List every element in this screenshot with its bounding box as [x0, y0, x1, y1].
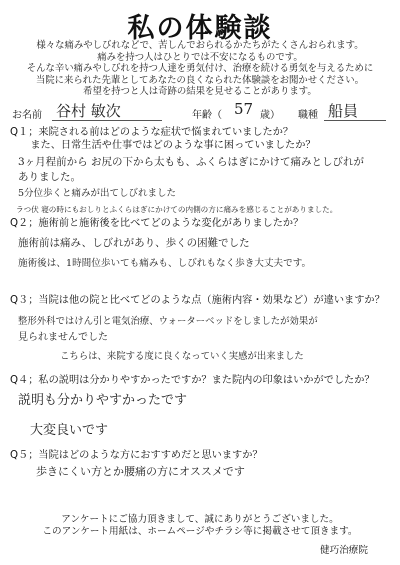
- clinic-name: 健巧治療院: [320, 545, 368, 556]
- intro-line: そんな辛い痛みやしびれを持つ人達を勇気付け、治療を続ける勇気を与えるために: [26, 63, 374, 75]
- personal-info-row: [12, 100, 392, 122]
- job-value: 船員: [328, 102, 359, 120]
- page-title: 私の体験談: [127, 13, 273, 44]
- age-label: 年齢（: [192, 110, 222, 121]
- question-4: [10, 375, 392, 388]
- question-text: Q４；私の説明は分かりやすかったですか？また院内の印象はいかがでしたか？: [10, 375, 375, 386]
- answer-3-line: 整形外科ではけん引と電気治療、ウォーターベッドをしましたが効果が: [18, 316, 318, 327]
- question-text: Q３；当院は他の院と比べてどのような点（施術内容・効果など）が違いますか？: [10, 295, 385, 306]
- job-label: 職種: [298, 110, 318, 121]
- footer-line: このアンケート用紙は、ホームページやチラシ等に掲載させて頂きます。: [42, 526, 358, 537]
- answer-2-line: 施術前は痛み、しびれがあり、歩くの困難でした: [18, 237, 250, 249]
- question-text: Q５；当院はどのような方におすすめだと思いますか？: [10, 450, 263, 461]
- answer-1-line: ラつ伏 寝の時にもおしりとふくらはぎにかけての内側の方に痛みを感じることがありました。: [16, 205, 338, 214]
- intro-text: [0, 40, 400, 98]
- answer-3-line: こちらは、来院する度に良くなっていく実感が出来ました: [60, 351, 304, 362]
- name-value: 谷村 敏次: [56, 102, 121, 120]
- footer-line: アンケートにご協力頂きまして、誠にありがとうございました。: [61, 514, 339, 525]
- intro-line: 様々な痛みやしびれなどで、苦しんでおられるかたちがたくさんおられます。: [36, 40, 364, 51]
- thank-you-note: [0, 514, 400, 538]
- intro-line: 痛みを持つ人はひとりでは不安になるものです。: [97, 51, 303, 63]
- intro-line: 当院に来られた先輩としてあなたの良くなられた体験談をお聞かせください。: [35, 74, 365, 86]
- intro-line: 希望を持つと人は奇跡の結果を見せることがあります。: [83, 86, 317, 98]
- answer-2-line: 施術後は、1時間位歩いても痛みも、しびれもなく歩き大丈夫です。: [18, 258, 312, 269]
- name-underline: [52, 120, 162, 121]
- answer-1-line: ありました。: [18, 171, 81, 183]
- question-2: [10, 218, 392, 231]
- question-text: また、日常生活や仕事ではどのような事に困っていましたか？: [10, 139, 316, 151]
- job-underline: [324, 120, 386, 121]
- question-3: [10, 295, 392, 308]
- age-suffix: 歳）: [260, 110, 280, 121]
- answer-5-line: 歩きにくい方とか腰痛の方にオススメです: [36, 465, 245, 478]
- name-label: お名前: [12, 110, 42, 121]
- answer-1-line: 5分位歩くと痛みが出てしびれました: [18, 188, 177, 199]
- question-5: [10, 450, 392, 463]
- answer-4-line: 大変良いです: [30, 423, 109, 438]
- answer-3-line: 見られませんでした: [18, 332, 108, 343]
- question-text: Q１；来院される前はどのような症状で悩まれていましたか？: [10, 127, 294, 138]
- question-text: Q２；施術前と施術後を比べてどのような変化がありましたか？: [10, 218, 304, 229]
- answer-4-line: 説明も分かりやすかったです: [18, 393, 188, 408]
- question-1: [10, 127, 392, 152]
- age-value: 57: [234, 100, 254, 118]
- answer-1-line: 3ヶ月程前から お尻の下から太もも、ふくらはぎにかけて痛みとしびれが: [18, 156, 365, 168]
